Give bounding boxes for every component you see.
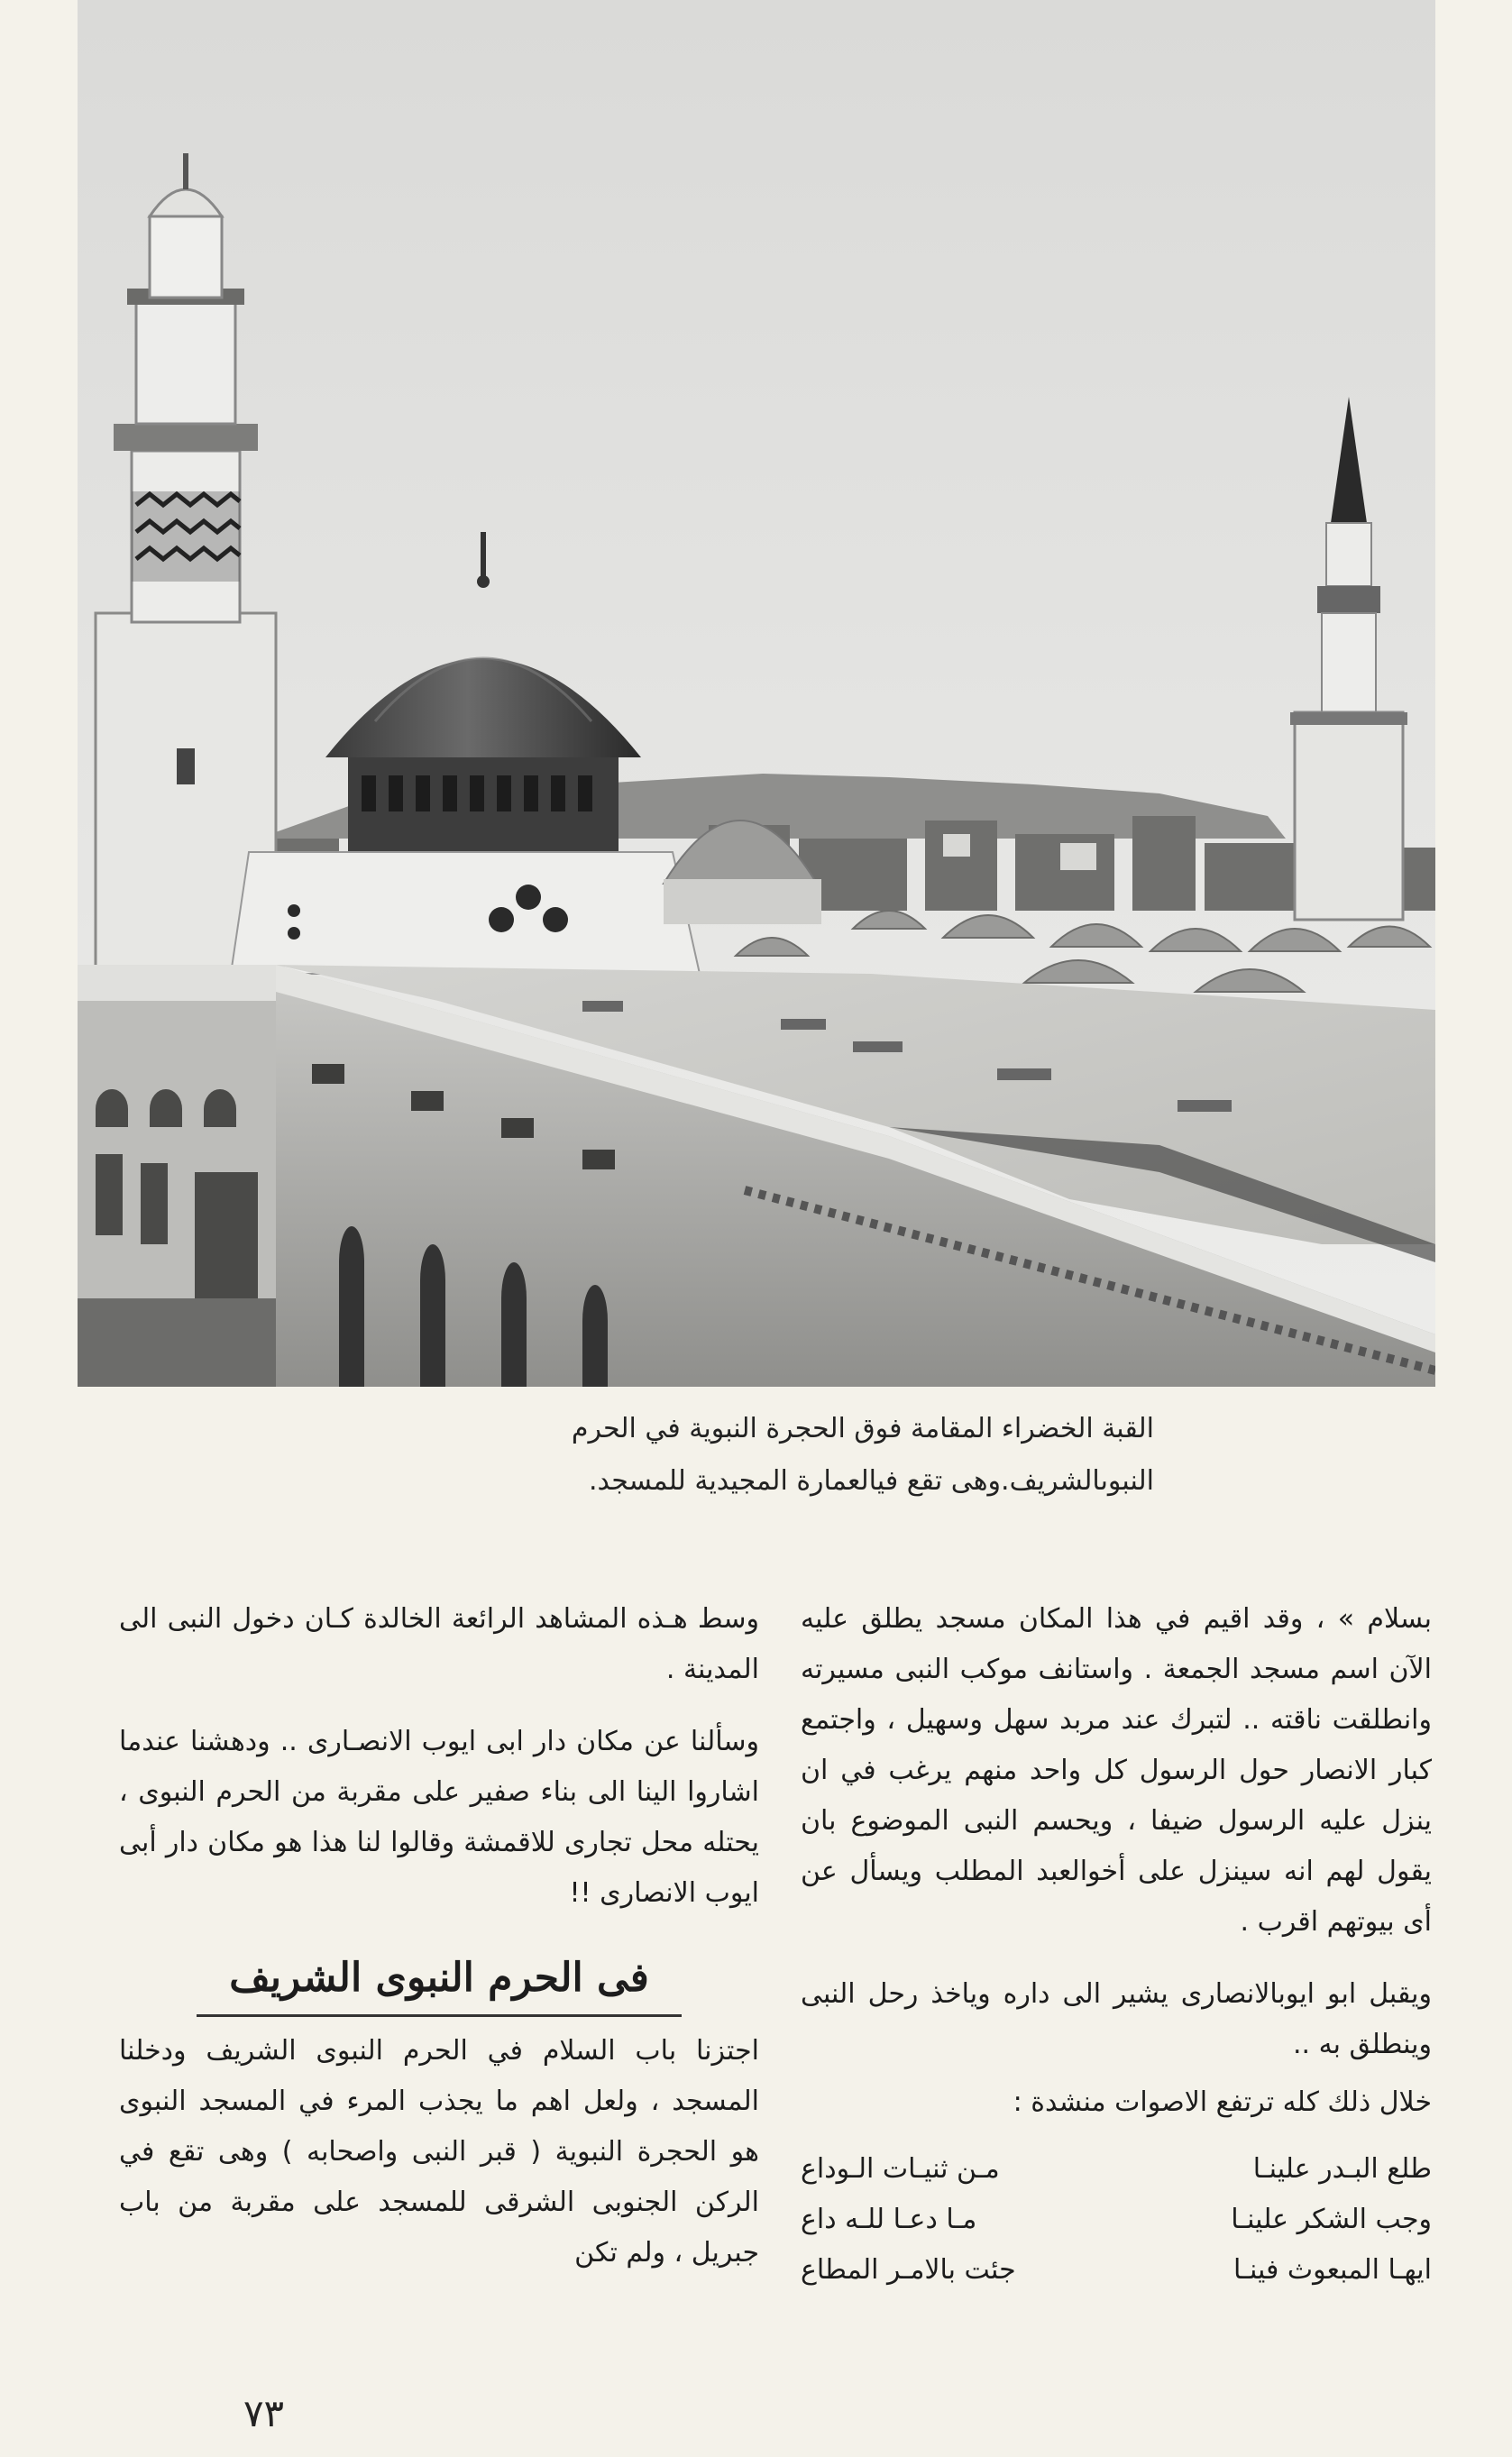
right-paragraph-3: خلال ذلك كله ترتفع الاصوات منشدة : [1013,2086,1432,2118]
page-number: ٧٣ [243,2391,285,2435]
right-text-column [801,1594,1432,2296]
caption-line-1: القبة الخضراء المقامة فوق الحجرة النبوية في الحرم [571,1413,1154,1444]
grey-dome-base [664,879,821,924]
poem-hemistich-first: وجب الشكر علينـا [1231,2204,1432,2235]
left-text-column [119,1594,759,2300]
left-facade [78,965,285,1387]
right-paragraph-1: بسلام » ، وقد اقيم في هذا المكان مسجد يطلق عليه الآن اسم مسجد الجمعة . واستانف موكب النبى مسيرته وانطلقت ناقته .. لتبرك عند مربد سهل وسهيل ، واجتمع كبار الانصار حول الرسول كل واحد منهم يرغب في ان ينزل عليه الرسول ضيفا ، ويحسم النبى الموضوع بان يقول لهم انه سينزل على أخوالعبد المطلب ويسأل عن أى بيوتهم اقرب . [801,1603,1432,1938]
poem-hemistich-second: مـن ثنيـات الـوداع [801,2153,1000,2185]
section-heading-text: فى الحرم النبوى الشريف [197,1949,682,2017]
poem [801,2144,1432,2296]
poem-hemistich-second: جئت بالامـر المطاع [801,2254,1016,2286]
mosque-photo-illustration [78,0,1435,1387]
right-paragraph-2: ويقبل ابو ايوبالانصارى يشير الى داره وياخذ رحل النبى وينطلق به .. [801,1978,1432,2060]
poem-verse [801,2245,1432,2296]
poem-hemistich-second: مـا دعـا للـه داع [801,2204,977,2235]
left-paragraph-3: اجتزنا باب السلام في الحرم النبوى الشريف ودخلنا المسجد ، ولعل اهم ما يجذب المرء في المسجد النبوى هو الحجرة النبوية ( قبر النبى واصحابه ) وهى تقع في الركن الجنوبى الشرقى للمسجد على مقربة من باب جبريل ، ولم تكن [119,2035,759,2269]
left-paragraph-1: وسط هـذه المشاهد الرائعة الخالدة كـان دخول النبى الى المدينة . [119,1603,759,1685]
mosque-photograph [78,0,1435,1387]
poem-verse [801,2144,1432,2195]
left-paragraph-2: وسألنا عن مكان دار ابى ايوب الانصـارى .. ودهشنا عندما اشاروا الينا الى بناء صفير على مقربة من الحرم النبوى ، يحتله محل تجارى للاقمشة وقالوا لنا هذا هو مكان دار أبى ايوب الانصارى !! [119,1726,759,1909]
poem-hemistich-first: ايهـا المبعوث فينـا [1233,2254,1432,2286]
poem-hemistich-first: طلع البـدر علينـا [1252,2153,1432,2185]
section-heading [119,1949,759,2017]
caption-line-2: النبوىالشريف.وهى تقع فيالعمارة المجيدية للمسجد. [589,1465,1154,1497]
dome-base [231,852,700,974]
poem-verse [801,2195,1432,2245]
photo-caption [325,1403,1154,1508]
